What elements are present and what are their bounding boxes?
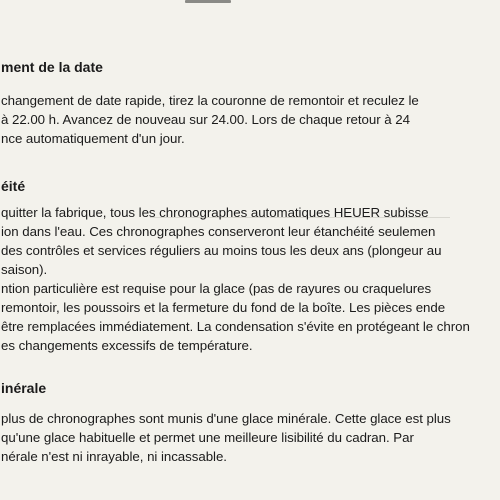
paragraph-line: saison). (1, 262, 48, 277)
paragraph-line: nce automatiquement d'un jour. (1, 131, 185, 146)
paragraph-line: nérale n'est ni inrayable, ni incassable. (1, 449, 227, 464)
paragraph-line: remontoir, les poussoirs et la fermeture du fond de la boîte. Les pièces ende (1, 300, 446, 315)
paragraph-line: changement de date rapide, tirez la couronne de remontoir et reculez le (1, 93, 419, 108)
section-heading-etancheite: éité (1, 178, 26, 194)
paragraph-line: quitter la fabrique, tous les chronographes automatiques HEUER subisse (1, 205, 429, 220)
paragraph-line: à 22.00 h. Avancez de nouveau sur 24.00. Lors de chaque retour à 24 (1, 112, 410, 127)
paragraph-line: ion dans l'eau. Ces chronographes conserveront leur étanchéité seulemen (1, 224, 436, 239)
top-edge-mark (185, 0, 231, 3)
paragraph-line: plus de chronographes sont munis d'une glace minérale. Cette glace est plus (1, 411, 451, 426)
section-heading-glace-minerale: inérale (1, 380, 47, 396)
paragraph-line: être remplacées immédiatement. La condensation s'évite en protégeant le chron (1, 319, 470, 334)
paragraph-line: qu'une glace habituelle et permet une meilleure lisibilité du cadran. Par (1, 430, 414, 445)
paragraph-line: ntion particulière est requise pour la glace (pas de rayures ou craquelures (1, 281, 432, 296)
section-heading-date: ment de la date (1, 59, 103, 75)
paragraph-line: des contrôles et services réguliers au moins tous les deux ans (plongeur au (1, 243, 442, 258)
paragraph-line: es changements excessifs de température. (1, 338, 253, 353)
